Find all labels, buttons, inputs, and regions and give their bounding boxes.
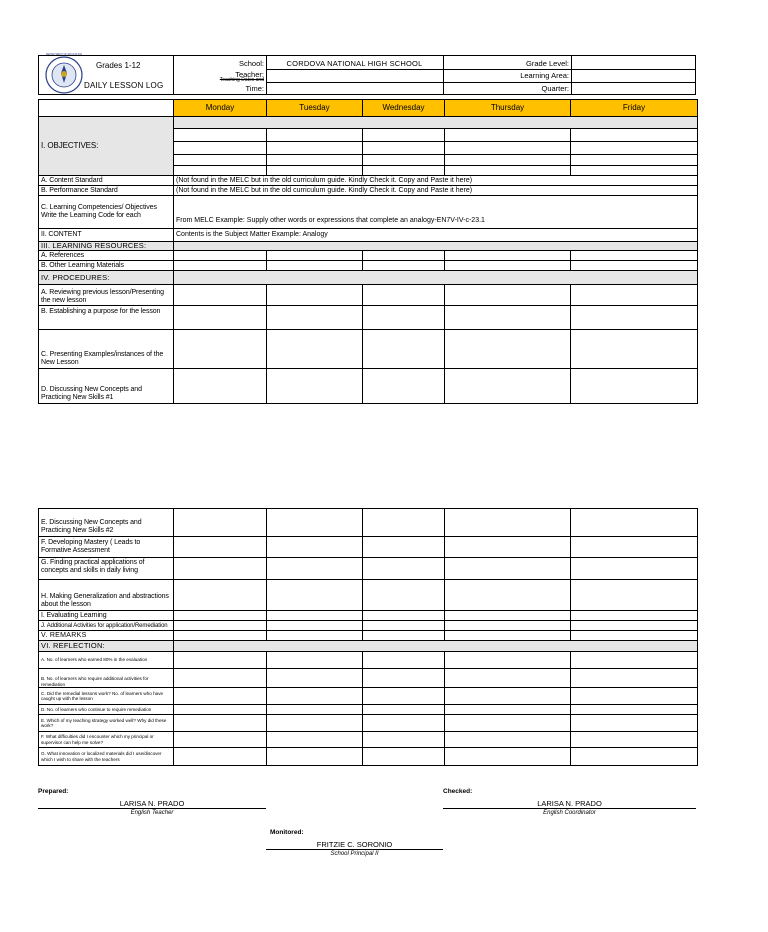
cell[interactable] [363, 142, 445, 155]
references-row [39, 251, 698, 261]
cell[interactable] [174, 715, 267, 732]
procedure-h-label: H. Making Generalization and abstractions about the lesson [39, 580, 174, 611]
prepared-title: English Teacher [130, 810, 174, 816]
cell[interactable] [267, 732, 363, 748]
cell[interactable] [445, 285, 571, 306]
cell[interactable] [363, 621, 445, 631]
competencies-row [39, 196, 698, 229]
cell[interactable] [571, 621, 698, 631]
cell[interactable] [363, 688, 445, 705]
time-label: Time: [245, 84, 264, 93]
cell[interactable] [363, 369, 445, 404]
cell[interactable] [571, 688, 698, 705]
cell[interactable] [571, 669, 698, 688]
cell[interactable] [445, 748, 571, 766]
procedure-c-label: C. Presenting Examples/instances of the New Lesson [39, 330, 174, 369]
cell[interactable] [267, 652, 363, 669]
procedure-b-label: B. Establishing a purpose for the lesson [39, 306, 174, 330]
cell[interactable] [571, 580, 698, 611]
cell[interactable] [571, 285, 698, 306]
monitored-name: FRITZIE C. SORONIO [316, 840, 393, 849]
objectives-band [174, 117, 698, 129]
deped-seal-icon [45, 56, 83, 94]
cell[interactable] [174, 652, 267, 669]
cell[interactable] [174, 558, 267, 580]
cell[interactable] [174, 580, 267, 611]
content-label: II. CONTENT [39, 229, 174, 242]
cell[interactable] [445, 558, 571, 580]
cell[interactable] [267, 558, 363, 580]
cell[interactable] [174, 251, 267, 261]
reflection-a-label: A. No. of learners who earned 80% in the evaluation [39, 652, 174, 669]
learning-resources-label: III. LEARNING RESOURCES: [39, 242, 174, 251]
cell[interactable] [174, 261, 267, 271]
cell[interactable] [267, 509, 363, 537]
cell[interactable] [174, 155, 267, 166]
cell[interactable] [445, 129, 571, 142]
monitored-signature-line [266, 849, 443, 850]
day-tuesday: Tuesday [267, 100, 363, 117]
cell[interactable] [445, 669, 571, 688]
teaching-dates-label: Teaching Dates and [219, 77, 264, 83]
learning-area-label: Learning Area: [520, 71, 569, 80]
cell[interactable] [363, 748, 445, 766]
reflection-a-row [39, 652, 698, 669]
cell[interactable] [571, 142, 698, 155]
cell[interactable] [174, 705, 267, 715]
monitored-title: School Principal II [330, 851, 379, 857]
cell[interactable] [445, 732, 571, 748]
cell[interactable] [174, 330, 267, 369]
cell[interactable] [174, 285, 267, 306]
cell[interactable] [363, 261, 445, 271]
procedure-f-row [39, 537, 698, 558]
cell[interactable] [267, 537, 363, 558]
cell[interactable] [445, 652, 571, 669]
day-thursday: Thursday [445, 100, 571, 117]
reflection-c-row [39, 688, 698, 705]
cell[interactable] [571, 261, 698, 271]
cell[interactable] [445, 705, 571, 715]
cell[interactable] [267, 155, 363, 166]
procedure-a-label: A. Reviewing previous lesson/Presenting the new lesson [39, 285, 174, 306]
cell[interactable] [363, 631, 445, 641]
cell[interactable] [174, 537, 267, 558]
procedure-d-row [39, 369, 698, 404]
cell[interactable] [267, 166, 363, 176]
lesson-log-table-1 [38, 99, 698, 404]
header-divider [571, 55, 572, 95]
cell[interactable] [363, 611, 445, 621]
cell[interactable] [445, 251, 571, 261]
cell[interactable] [174, 509, 267, 537]
reflection-band [174, 641, 698, 652]
cell[interactable] [267, 631, 363, 641]
cell[interactable] [445, 155, 571, 166]
resources-band [174, 242, 698, 251]
cell[interactable] [445, 621, 571, 631]
procedure-e-row [39, 509, 698, 537]
cell[interactable] [174, 611, 267, 621]
procedure-b-row [39, 306, 698, 330]
cell[interactable] [571, 715, 698, 732]
reflection-d-label: D. No. of learners who continue to require remediation [39, 705, 174, 715]
references-label: A. References [39, 251, 174, 261]
cell[interactable] [363, 652, 445, 669]
cell[interactable] [267, 369, 363, 404]
teacher-label: Teacher: [235, 70, 264, 79]
cell[interactable] [363, 558, 445, 580]
procedure-a-row [39, 285, 698, 306]
cell[interactable] [363, 580, 445, 611]
grade-level-label: Grade Level: [526, 59, 569, 68]
other-materials-row [39, 261, 698, 271]
monitored-label: Monitored: [270, 829, 304, 836]
cell[interactable] [571, 306, 698, 330]
competencies-label: C. Learning Competencies/ Objectives Write the Learning Code for each [39, 196, 174, 229]
reflection-f-row [39, 732, 698, 748]
cell[interactable] [571, 509, 698, 537]
cell[interactable] [571, 369, 698, 404]
procedures-row [39, 271, 698, 285]
cell[interactable] [363, 537, 445, 558]
reflection-d-row [39, 705, 698, 715]
cell[interactable] [174, 669, 267, 688]
checked-label: Checked: [443, 788, 473, 795]
cell[interactable] [267, 715, 363, 732]
cell[interactable] [174, 732, 267, 748]
prepared-signature-line [38, 808, 266, 809]
cell[interactable] [174, 631, 267, 641]
cell[interactable] [445, 580, 571, 611]
cell[interactable] [571, 129, 698, 142]
checked-name: LARISA N. PRADO [537, 799, 602, 808]
cell[interactable] [267, 129, 363, 142]
remarks-row [39, 631, 698, 641]
cell[interactable] [363, 251, 445, 261]
cell[interactable] [363, 155, 445, 166]
cell[interactable] [445, 261, 571, 271]
cell[interactable] [571, 155, 698, 166]
grades-label: Grades 1-12 [96, 61, 141, 70]
cell[interactable] [363, 306, 445, 330]
cell[interactable] [445, 537, 571, 558]
school-value: CORDOVA NATIONAL HIGH SCHOOL [286, 59, 423, 68]
content-standard-label: A. Content Standard [39, 176, 174, 186]
resources-row [39, 242, 698, 251]
reflection-row [39, 641, 698, 652]
cell[interactable] [174, 621, 267, 631]
cell[interactable] [363, 166, 445, 176]
cell[interactable] [571, 748, 698, 766]
cell[interactable] [267, 621, 363, 631]
procedures-band [174, 271, 698, 285]
cell[interactable] [267, 330, 363, 369]
reflection-e-label: E. Which of my teaching strategy worked well? Why did these work? [39, 715, 174, 732]
cell[interactable] [267, 251, 363, 261]
cell[interactable] [363, 330, 445, 369]
cell[interactable] [267, 285, 363, 306]
cell[interactable] [174, 166, 267, 176]
procedure-i-label: I. Evaluating Learning [39, 611, 174, 621]
cell[interactable] [363, 732, 445, 748]
procedure-f-label: F. Developing Mastery ( Leads to Formative Assessment [39, 537, 174, 558]
cell[interactable] [267, 688, 363, 705]
daily-lesson-log-title: DAILY LESSON LOG [84, 81, 164, 90]
content-text[interactable]: Contents is the Subject Matter Example: Analogy [174, 229, 698, 242]
cell[interactable] [267, 306, 363, 330]
cell[interactable] [571, 166, 698, 176]
cell[interactable] [445, 715, 571, 732]
procedure-c-row [39, 330, 698, 369]
other-materials-label: B. Other Learning Materials [39, 261, 174, 271]
cell[interactable] [445, 142, 571, 155]
procedure-g-label: G. Finding practical applications of concepts and skills in daily living [39, 558, 174, 580]
cell[interactable] [363, 669, 445, 688]
cell[interactable] [445, 611, 571, 621]
quarter-label: Quarter: [541, 84, 569, 93]
procedure-i-row [39, 611, 698, 621]
cell[interactable] [571, 705, 698, 715]
cell[interactable] [174, 129, 267, 142]
cell[interactable] [363, 705, 445, 715]
remarks-label: V. REMARKS [39, 631, 174, 641]
procedure-g-row [39, 558, 698, 580]
cell[interactable] [445, 509, 571, 537]
cell[interactable] [267, 748, 363, 766]
cell[interactable] [571, 537, 698, 558]
header-divider [443, 55, 444, 95]
cell[interactable] [571, 631, 698, 641]
cell[interactable] [267, 611, 363, 621]
reflection-f-label: F. What difficulties did I encounter which my principal or supervisor can help me solve? [39, 732, 174, 748]
reflection-e-row [39, 715, 698, 732]
day-friday: Friday [571, 100, 698, 117]
cell[interactable] [174, 748, 267, 766]
performance-standard-row [39, 186, 698, 196]
procedure-d-label: D. Discussing New Concepts and Practicing New Skills #1 [39, 369, 174, 404]
lesson-log-table-2 [38, 508, 698, 766]
content-standard-text[interactable]: (Not found in the MELC but in the old curriculum guide. Kindly Check it. Copy and Paste it here) [174, 176, 698, 186]
checked-title: English Coordinator [543, 810, 596, 816]
cell[interactable] [445, 306, 571, 330]
cell[interactable] [571, 330, 698, 369]
cell[interactable] [267, 142, 363, 155]
cell[interactable] [445, 330, 571, 369]
corner-cell [39, 100, 174, 117]
cell[interactable] [571, 652, 698, 669]
cell[interactable] [267, 669, 363, 688]
cell[interactable] [571, 732, 698, 748]
prepared-name: LARISA N. PRADO [119, 799, 185, 808]
cell[interactable] [174, 306, 267, 330]
reflection-g-label: G. What innovation or localized materials did I use/discover which I wish to share with the teachers [39, 748, 174, 766]
cell[interactable] [363, 129, 445, 142]
content-standard-row [39, 176, 698, 186]
cell[interactable] [363, 509, 445, 537]
reflection-c-label: C. Did the remedial lessons work? No. of learners who have caught up with the lesson [39, 688, 174, 705]
performance-standard-text[interactable]: (Not found in the MELC but in the old curriculum guide. Kindly Check it. Copy and Paste it here) [174, 186, 698, 196]
cell[interactable] [267, 261, 363, 271]
header-divider [266, 55, 267, 95]
checked-signature-line [443, 808, 696, 809]
cell[interactable] [363, 715, 445, 732]
procedure-h-row [39, 580, 698, 611]
header-divider [173, 55, 174, 95]
reflection-label: VI. REFLECTION: [39, 641, 174, 652]
header-line [266, 82, 696, 83]
prepared-label: Prepared: [38, 788, 69, 795]
day-header-row [39, 100, 698, 117]
content-row [39, 229, 698, 242]
procedure-j-label: J. Additional Activities for application/Remediation [39, 621, 174, 631]
day-wednesday: Wednesday [363, 100, 445, 117]
header-line [266, 69, 696, 70]
reflection-b-row [39, 669, 698, 688]
cell[interactable] [445, 688, 571, 705]
cell[interactable] [571, 611, 698, 621]
procedure-j-row [39, 621, 698, 631]
cell[interactable] [174, 369, 267, 404]
objectives-label: I. OBJECTIVES: [39, 117, 174, 176]
cell[interactable] [174, 142, 267, 155]
day-monday: Monday [174, 100, 267, 117]
cell[interactable] [571, 251, 698, 261]
performance-standard-label: B. Performance Standard [39, 186, 174, 196]
school-label: School: [238, 59, 264, 68]
cell[interactable] [445, 166, 571, 176]
cell[interactable] [363, 285, 445, 306]
procedure-e-label: E. Discussing New Concepts and Practicing New Skills #2 [39, 509, 174, 537]
cell[interactable] [267, 705, 363, 715]
reflection-b-label: B. No. of learners who require additional activities for remediation [39, 669, 174, 688]
cell[interactable] [174, 688, 267, 705]
procedures-label: IV. PROCEDURES: [39, 271, 174, 285]
cell[interactable] [445, 369, 571, 404]
cell[interactable] [445, 631, 571, 641]
competencies-text[interactable]: From MELC Example: Supply other words or expressions that complete an analogy-EN7V-IV-c-23.1 [174, 196, 698, 229]
cell[interactable] [571, 558, 698, 580]
cell[interactable] [267, 580, 363, 611]
reflection-g-row [39, 748, 698, 766]
seal-text: DEPARTMENT OF EDUCATION [45, 53, 83, 56]
